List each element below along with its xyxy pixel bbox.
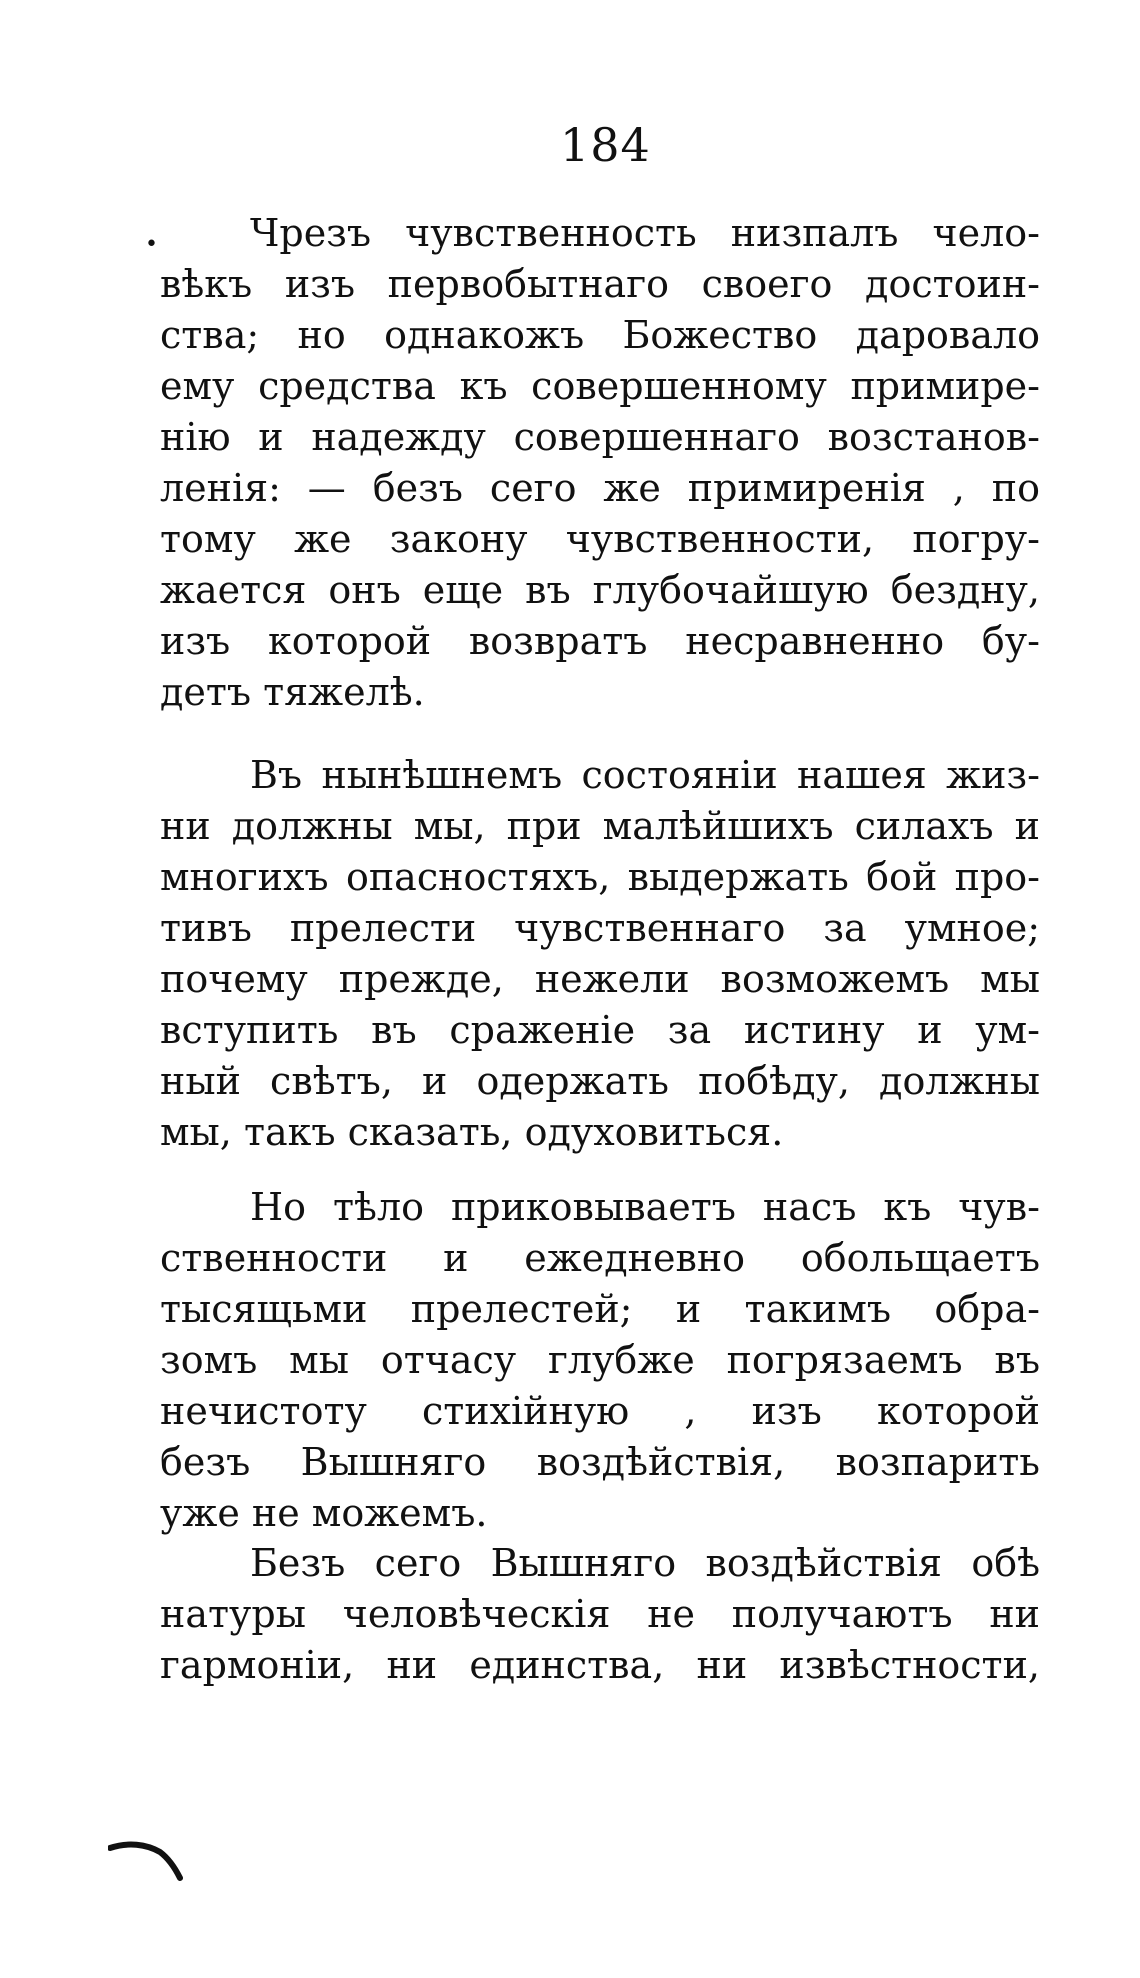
text-line: тысящьми прелестей; и такимъ обра- [160,1287,1040,1331]
paragraph-4 [160,1538,1040,1691]
text-line: Безъ сего Вышняго воздѣйствія обѣ [250,1541,1040,1585]
text-line: безъ Вышняго воздѣйствія, возпарить [160,1440,1040,1484]
text-line: ни должны мы, при малѣйшихъ силахъ и [160,804,1040,848]
paragraph-3 [160,1182,1040,1539]
text-line: гармоніи, ни единства, ни извѣстности, [160,1643,1040,1687]
text-line: Но тѣло приковываетъ насъ къ чув- [250,1185,1040,1229]
ink-scribble-mark [108,1836,188,1886]
text-line: многихъ опасностяхъ, выдержать бой про- [160,855,1040,899]
text-line: ственности и ежедневно обольщаетъ [160,1236,1040,1280]
text-line: вступить въ сраженіе за истину и ум- [160,1008,1040,1052]
margin-dot: • [145,232,158,257]
paragraph-2 [160,750,1040,1158]
text-line: Въ нынѣшнемъ состояніи нашея жиз- [250,753,1040,797]
text-line: детъ тяжелѣ. [160,670,425,714]
text-line: изъ которой возвратъ несравненно бу- [160,619,1040,663]
text-line: ленія: — безъ сего же примиренія , по [160,466,1040,510]
text-line: почему прежде, нежели возможемъ мы [160,957,1040,1001]
text-line: ный свѣтъ, и одержать побѣду, должны [160,1059,1040,1103]
text-line: тивъ прелести чувственнаго за умное; [160,906,1040,950]
text-line: ему средства къ совершенному примире- [160,364,1040,408]
text-line: уже не можемъ. [160,1491,488,1535]
text-line: зомъ мы отчасу глубже погрязаемъ въ [160,1338,1040,1382]
page-number: 184 [560,118,651,172]
paragraph-1 [160,208,1040,718]
text-line: нію и надежду совершеннаго возстанов- [160,415,1040,459]
text-line: вѣкъ изъ первобытнаго своего достоин- [160,262,1040,306]
text-line: нечистоту стихійную , изъ которой [160,1389,1040,1433]
text-line: Чрезъ чувственность низпалъ чело- [250,211,1040,255]
text-line: жается онъ еще въ глубочайшую бездну, [160,568,1040,612]
text-line: ства; но однакожъ Божество даровало [160,313,1040,357]
text-line: тому же закону чувственности, погру- [160,517,1040,561]
text-line: мы, такъ сказать, одуховиться. [160,1110,784,1154]
text-line: натуры человѣческія не получаютъ ни [160,1592,1040,1636]
